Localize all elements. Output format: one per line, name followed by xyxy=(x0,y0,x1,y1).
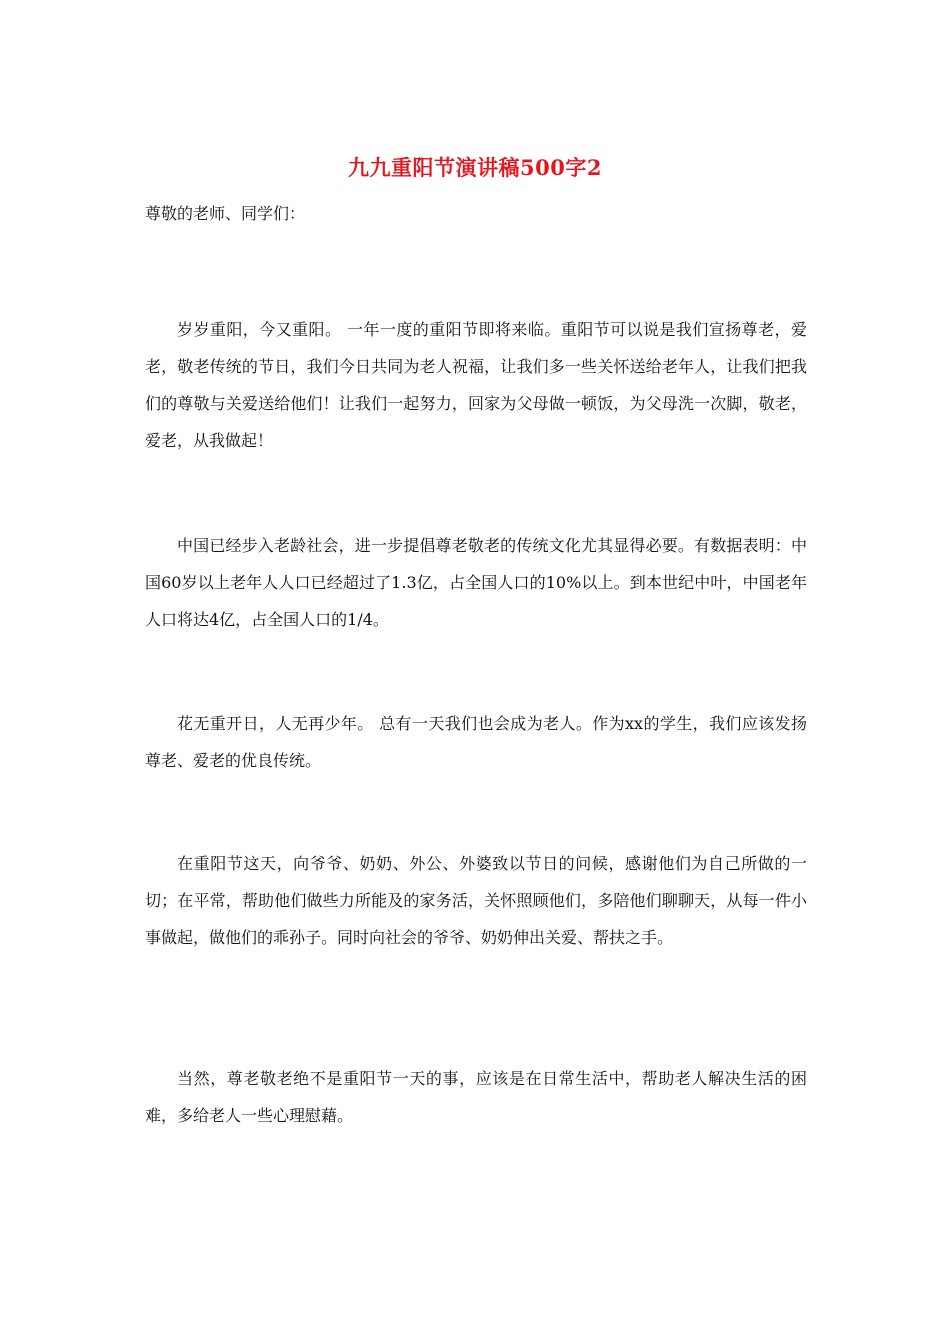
paragraph-4: 在重阳节这天，向爷爷、奶奶、外公、外婆致以节日的问候，感谢他们为自己所做的一切；在平常，帮助他们做些力所能及的家务活，关怀照顾他们，多陪他们聊聊天，从每一件小事做起，做他们的乖孙子。同时向社会的爷爷、奶奶伸出关爱、帮扶之手。 xyxy=(145,854,807,947)
paragraph-2: 中国已经步入老龄社会，进一步提倡尊老敬老的传统文化尤其显得必要。有数据表明：中国60岁以上老年人人口已经超过了1.3亿，占全国人口的10%以上。到本世纪中叶，中国老年人口将达4亿，占全国人口的1/4。 xyxy=(145,536,807,629)
document-title: 九九重阳节演讲稿500字2 xyxy=(348,155,602,180)
paragraph-3: 花无重开日，人无再少年。 总有一天我们也会成为老人。作为xx的学生，我们应该发扬尊老、爱老的优良传统。 xyxy=(145,714,807,770)
paragraph-5: 当然，尊老敬老绝不是重阳节一天的事，应该是在日常生活中，帮助老人解决生活的困难，多给老人一些心理慰藉。 xyxy=(145,1069,807,1125)
greeting-line: 尊敬的老师、同学们： xyxy=(145,204,306,223)
paragraph-1: 岁岁重阳，今又重阳。 一年一度的重阳节即将来临。重阳节可以说是我们宣扬尊老，爱老，敬老传统的节日，我们今日共同为老人祝福，让我们多一些关怀送给老年人，让我们把我们的尊敬与关爱送给他们！让我们一起努力，回家为父母做一顿饭，为父母洗一次脚，敬老，爱老，从我做起！ xyxy=(145,320,807,450)
